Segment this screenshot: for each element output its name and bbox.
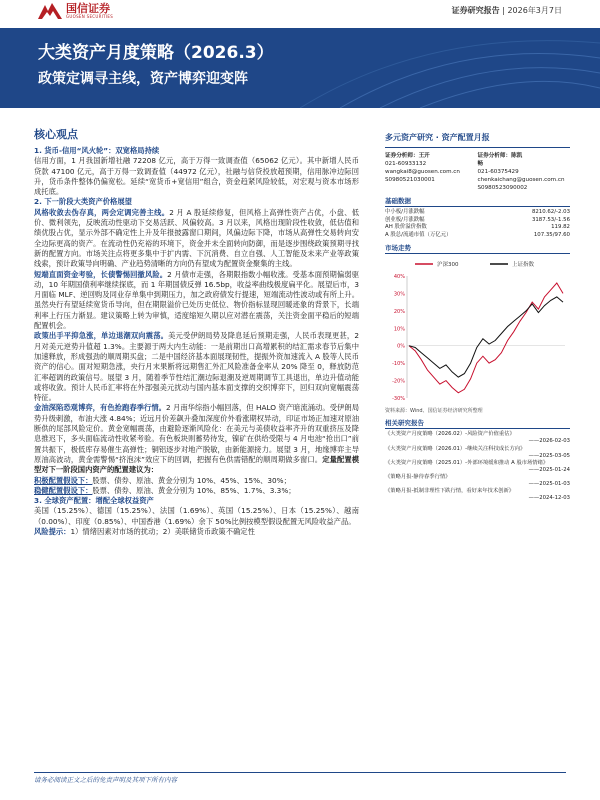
related-item[interactable]: 《策略月报-静待春季行情》 ——2025-01-03 xyxy=(385,473,570,488)
y-tick-label: 20% xyxy=(393,309,405,316)
series-line-2 xyxy=(409,297,563,377)
core-views xyxy=(34,126,359,537)
stats-table xyxy=(385,209,570,239)
report-meta: 证券研究报告 | 2026年3月7日 xyxy=(451,6,562,15)
series-line-1 xyxy=(409,283,563,393)
paragraph-equity: 风格收敛去伪存真，两会定调完善主线。2 月 A 股延续修复，但风格上高弹性资产占优，小盘、低价、微利领先，反映流动性驱动下交易活跃、风偏较高。3 月以来，风格出现阶段性收敛，低估值和绩优股占优，显示外部不确定性上升及年报披露窗口期间，风偏边际下降，市场从高弹性交易转向安全边际更高的资产。在流动性仍充裕的环境下，资金并未全面转向防御，而是逐步围绕政策预期寻找新的配置方向。市场关注点将更多集中于扩内需、下沉消费、自立自强、人工智能及未来产业等政策线索，预计政策导向明确、产业趋势清晰的方向仍有望成为配置资金聚集的主线。 xyxy=(34,207,360,269)
stats-row: 创业板/月涨跌幅 3187.53/-1.56 xyxy=(385,216,570,223)
y-tick-label: 30% xyxy=(393,291,405,298)
equity-lead: 风格收敛去伪存真，两会定调完善主线。 xyxy=(34,207,170,217)
analyst-1-email[interactable]: wangkai8@guosen.com.cn xyxy=(385,169,460,175)
banner-decoration xyxy=(300,28,600,108)
chart-title: 市场走势 xyxy=(385,243,570,254)
y-tick-label: -10% xyxy=(392,361,405,368)
aggressive-allocation: 积极配置假设下：股票、债券、原油、黄金分别为 10%、45%、15%、30%； xyxy=(34,475,291,485)
related-item[interactable]: 《策略月报-抵制非理性下跌行情，看好来年技术创新》 ——2024-12-03 xyxy=(385,488,570,502)
logo-cn: 国信证券 xyxy=(66,2,110,15)
stats-row: 中小板/月涨跌幅 8210.62/-2.03 xyxy=(385,209,570,215)
y-tick-label: -30% xyxy=(392,396,405,403)
legend-label: 沪深300 xyxy=(437,262,459,269)
top-bar xyxy=(0,0,600,22)
report-type: 证券研究报告 xyxy=(451,6,500,15)
sidebar-heading: 多元资产研究 · 资产配置月报 xyxy=(385,133,490,142)
logo-en: GUOSEN SECURITIES xyxy=(66,14,114,19)
analyst-2-email[interactable]: chenkaichang@guosen.com.cn xyxy=(477,177,565,183)
related-title: 相关研究报告 xyxy=(385,418,570,429)
stats-row: A 股总/流通市值（万亿元） 107.35/97.60 xyxy=(385,231,570,238)
title-banner xyxy=(0,28,600,108)
fx-lead: 政策出手平抑急涨，单边退潮双向震荡。 xyxy=(34,331,169,341)
footer-disclaimer: 请务必阅读正文之后的免责声明及其项下所有内容 xyxy=(34,776,177,784)
market-trend-chart xyxy=(385,256,570,406)
bond-lead: 短端直面资金考验，长债警惕回撤风险。 xyxy=(34,269,168,279)
stats-title: 基础数据 xyxy=(385,196,570,207)
paragraph-fx: 政策出手平抑急涨，单边退潮双向震荡。美元受伊朗局势及降息延后预期走强，人民币表现更甚，2 月对美元逆势升值超 1.3%。主要源于两大内生动能：一是前期出口高增累积的结汇需求春节后集中加速释放，形成强劲的顺周期买盘；二是中国经济基本面展现韧性，提振外资加速流入 A 股等人民币资产的信心。面对短期急涨，央行月末果断将远期售汇外汇风险准备金率从 20% 降至 0，释放防范汇率超调的政策信号。展望 3 月，随着季节性结汇潮边际退潮及逆周期调节工具退出，单边升值动能或将收敛。预计人民币汇率将在外部强美元扰动与国内基本面支撑的交织博弈下，回归双向宽幅震荡特征。 xyxy=(34,331,360,403)
report-subtitle: 政策定调寻主线，资产博弈迎变阵 xyxy=(38,71,248,87)
commodity-lead: 金油深陷恐观博弈，有色抢跑春季行情。 xyxy=(34,403,166,413)
company-logo xyxy=(38,3,113,19)
risk-warning: 风险提示：1）情绪因素对市场的扰动；2）美联储货币政策不确定性 xyxy=(34,526,255,536)
legend-label: 上证指数 xyxy=(512,262,535,269)
section-1-title: 1. 货币-信用“风火轮”：双宽格局持续 xyxy=(34,146,160,155)
stats-row: AH 股价溢价指数 119.82 xyxy=(385,224,570,231)
report-date: 2026年3月7日 xyxy=(507,6,562,15)
footer-divider xyxy=(34,772,566,773)
stable-allocation: 稳健配置假设下：股票、债券、原油、黄金分别为 10%、85%、1.7%、3.3%； xyxy=(34,485,296,495)
analyst-2: 证券分析师：陈凯畅 021-60375429 chenkaichang@guosen.com.cn S0980523090002 xyxy=(477,153,565,191)
paragraph-bond: 短端直面资金考验，长债警惕回撤风险。2 月债市走强，各期限指数小幅收涨。受基本面预期偏弱驱动，10 年期国债利率继续探底，而 1 年期国债反弹 16.5bp，收益率曲线极度扁平化。展望后市，3 月面临 MLF、逆回购及同业存单集中到期压力，加之政府债发行提速，短端流动性波动或有所上升。虽然央行有望延续宽货币导向，但在期限溢价已处历史低位、物价指标显现回暖迹象的背景下，长端利率上行压力渐显。建议策略上转为审慎，适度缩短久期以应对潜在震荡，关注资金面平稳后的短端配置机会。 xyxy=(34,269,360,331)
related-item[interactable]: 《大类资产月度策略（2025.01）-外部环境缓和推动 A 股市场情绪》 ——2025-01-24 xyxy=(385,459,570,473)
y-tick-label: 10% xyxy=(393,326,405,333)
paragraph-commodity: 金油深陷恐观博弈，有色抢跑春季行情。2 月南华综指小幅回落，但 HALO 资产暗流涌动。受伊朗局势升级刺激，布油大涨 4.84%；近远月价差飙升叠加深度价外看涨期权异动，印证市场正加速对原油断供的尾部风险定价。黄金宽幅震荡，由避险逐渐风险化：在美元与美债收益率齐升的双重挤压及降息推迟下，多头面临流动性收紧考验。有色板块则蓄势待发，镍矿在供给受限与 4 月电池“抢出口”前置共振下，极低库存易催生高弹性；铜铝逐步对地产脱敏，由新能源接力。展望 3 月，地缘博弈主导原油高波动，黄金需警惕“挤泡沫”效应下的回调，把握有色供需错配的顺周期做多窗口。定量配置模型对下一阶段国内资产的配置建议为： xyxy=(34,403,360,475)
y-tick-label: 0% xyxy=(397,344,405,351)
logo-mark-icon xyxy=(38,3,62,19)
analyst-block xyxy=(385,152,570,192)
divider xyxy=(385,147,570,148)
y-tick-label: 40% xyxy=(393,274,405,281)
related-list xyxy=(385,431,570,502)
related-item[interactable]: 《大类资产月度策略（2026.02）-风险资产价值重估》 ——2026-02-03 xyxy=(385,431,570,445)
core-heading: 核心观点 xyxy=(34,128,78,141)
y-tick-label: -20% xyxy=(392,378,405,385)
chart-svg xyxy=(385,256,570,406)
report-title: 大类资产月度策略（2026.3） xyxy=(38,43,274,63)
section-1-body: 信用方面，1 月我国新增社融 72208 亿元，高于万得一致调查值（65062 亿元）。其中新增人民币贷款 47100 亿元，高于万得一致调查值（44972 亿元），社融与信贷投放超预期，信用脉冲边际回升，货币条件整体仍偏宽松。延续“宽货币+宽信用”组合，资金趋紧风险较低，对宏观与资本市场形成托底。 xyxy=(34,156,359,197)
analyst-1: 证券分析师：王开 021-60933132 wangkai8@guosen.com.cn S0980521030001 xyxy=(385,153,460,183)
chart-source: 资料来源：Wind、国信证券经济研究所整理 xyxy=(385,408,483,415)
related-item[interactable]: 《大类资产月度策略（2026.01）-继续关注科技成长方向》 ——2025-03-05 xyxy=(385,445,570,459)
section-3-body: 美国（15.25%）、德国（15.25%）、法国（1.69%）、英国（15.25%）、日本（15.25%）、越南（0.00%）、印度（0.85%）、中国香港（1.69%）余下 50%比例按模型假设配置无风险收益产品。 xyxy=(34,506,359,526)
sidebar xyxy=(385,132,570,502)
section-2-title: 2. 下一阶段大类资产价格展望 xyxy=(34,197,132,207)
section-3-title: 3. 全球资产配置：增配全球权益资产 xyxy=(34,496,154,506)
